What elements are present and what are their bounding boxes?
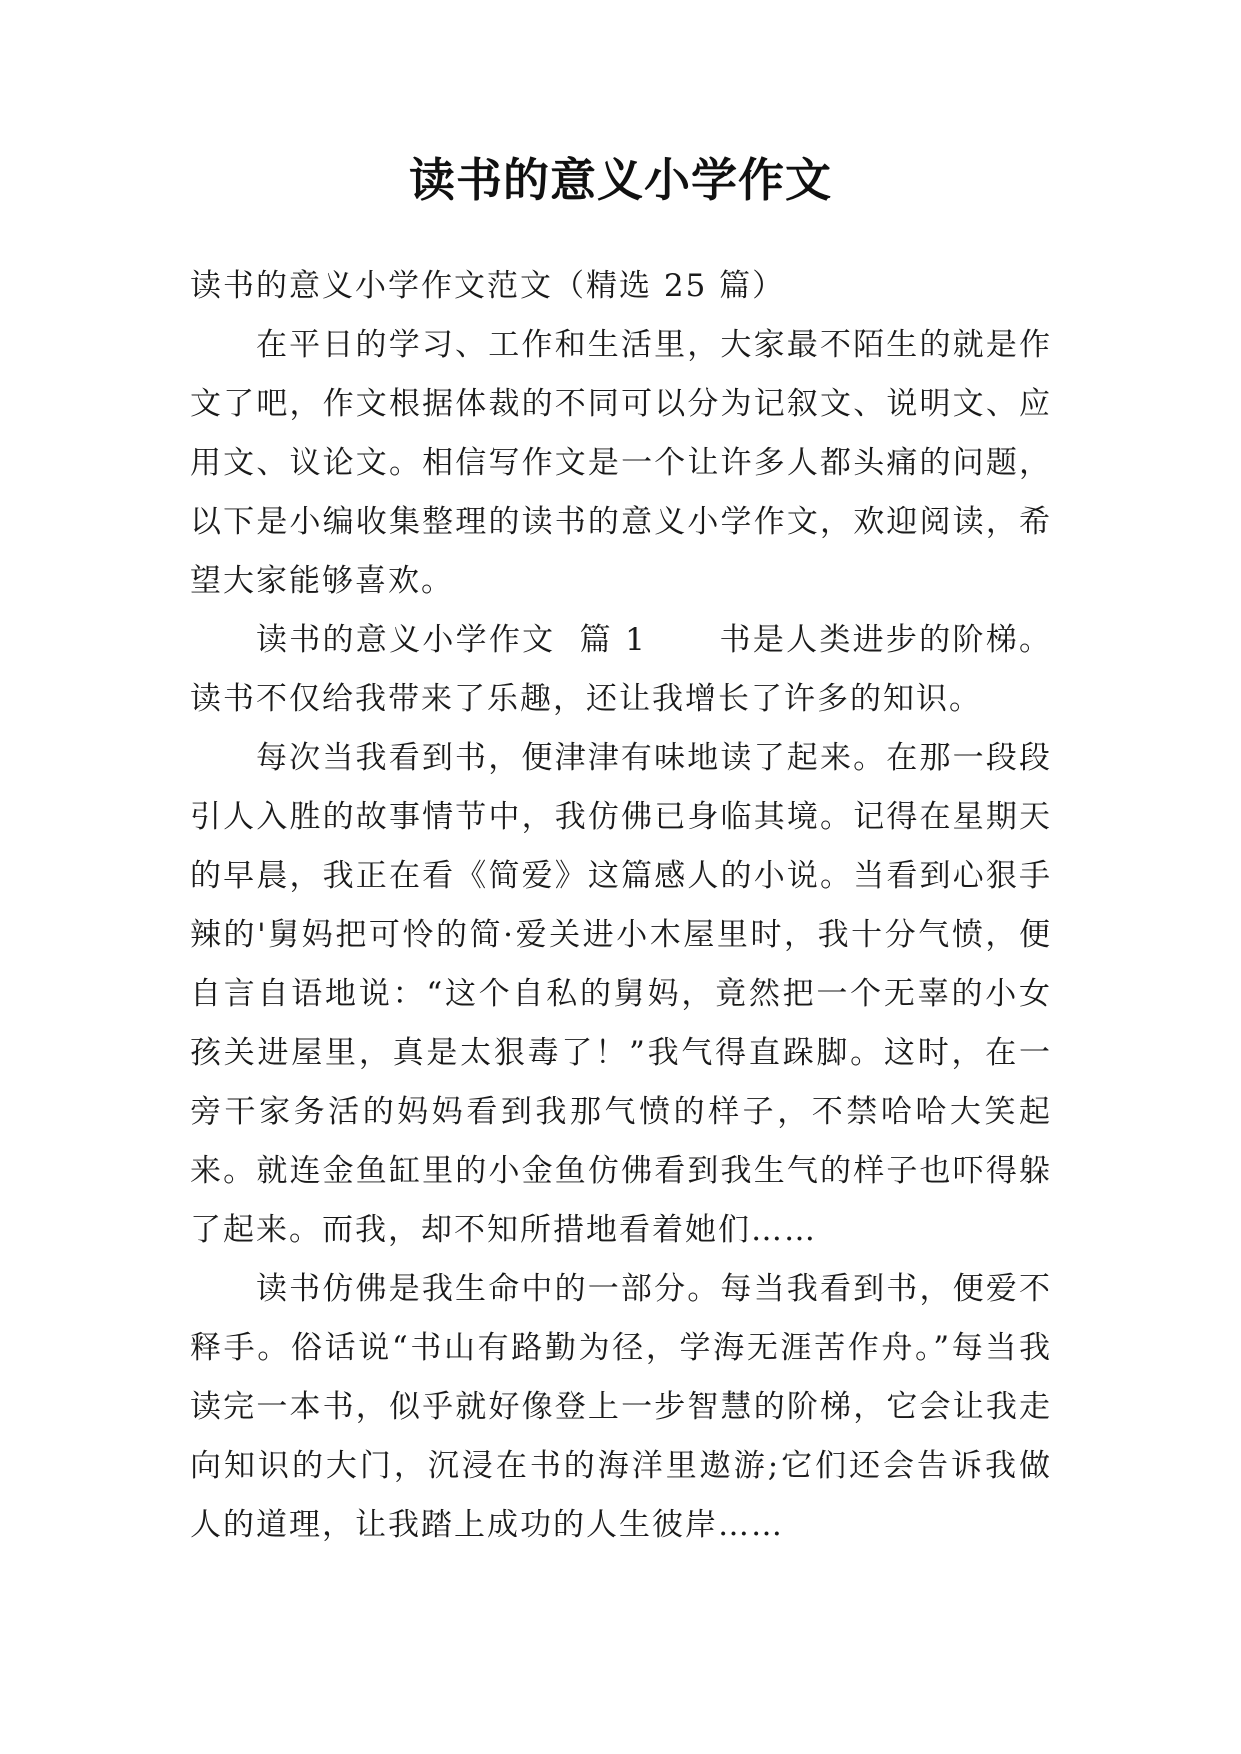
body-paragraph: 每次当我看到书，便津津有味地读了起来。在那一段段引人入胜的故事情节中，我仿佛已身临其境。记得在星期天的早晨，我正在看《简爱》这篇感人的小说。当看到心狠手辣的'舅妈把可怜的简·爱关进小木屋里时，我十分气愤，便自言自语地说：“这个自私的舅妈，竟然把一个无辜的小女孩关进屋里，真是太狠毒了！”我气得直跺脚。这时，在一旁干家务活的妈妈看到我那气愤的样子，不禁哈哈大笑起来。就连金鱼缸里的小金鱼仿佛看到我生气的样子也吓得躲了起来。而我，却不知所措地看着她们……: [190, 740, 1052, 1248]
body-paragraph: 读书仿佛是我生命中的一部分。每当我看到书，便爱不释手。俗话说“书山有路勤为径，学海无涯苦作舟。”每当我读完一本书，似乎就好像登上一步智慧的阶梯，它会让我走向知识的大门，沉浸在书的海洋里遨游;它们还会告诉我做人的道理，让我踏上成功的人生彼岸……: [190, 1271, 1052, 1543]
body-paragraph: 在平日的学习、工作和生活里，大家最不陌生的就是作文了吧，作文根据体裁的不同可以分为记叙文、说明文、应用文、议论文。相信写作文是一个让许多人都头痛的问题，以下是小编收集整理的读书的意义小学作文，欢迎阅读，希望大家能够喜欢。: [190, 327, 1052, 599]
document-body: [190, 257, 1052, 1555]
body-paragraph: 读书的意义小学作文 篇 1 书是人类进步的阶梯。读书不仅给我带来了乐趣，还让我增长了许多的知识。: [190, 622, 1052, 717]
document-title: 读书的意义小学作文: [409, 153, 832, 207]
document-subtitle: 读书的意义小学作文范文（精选 25 篇）: [190, 268, 786, 304]
